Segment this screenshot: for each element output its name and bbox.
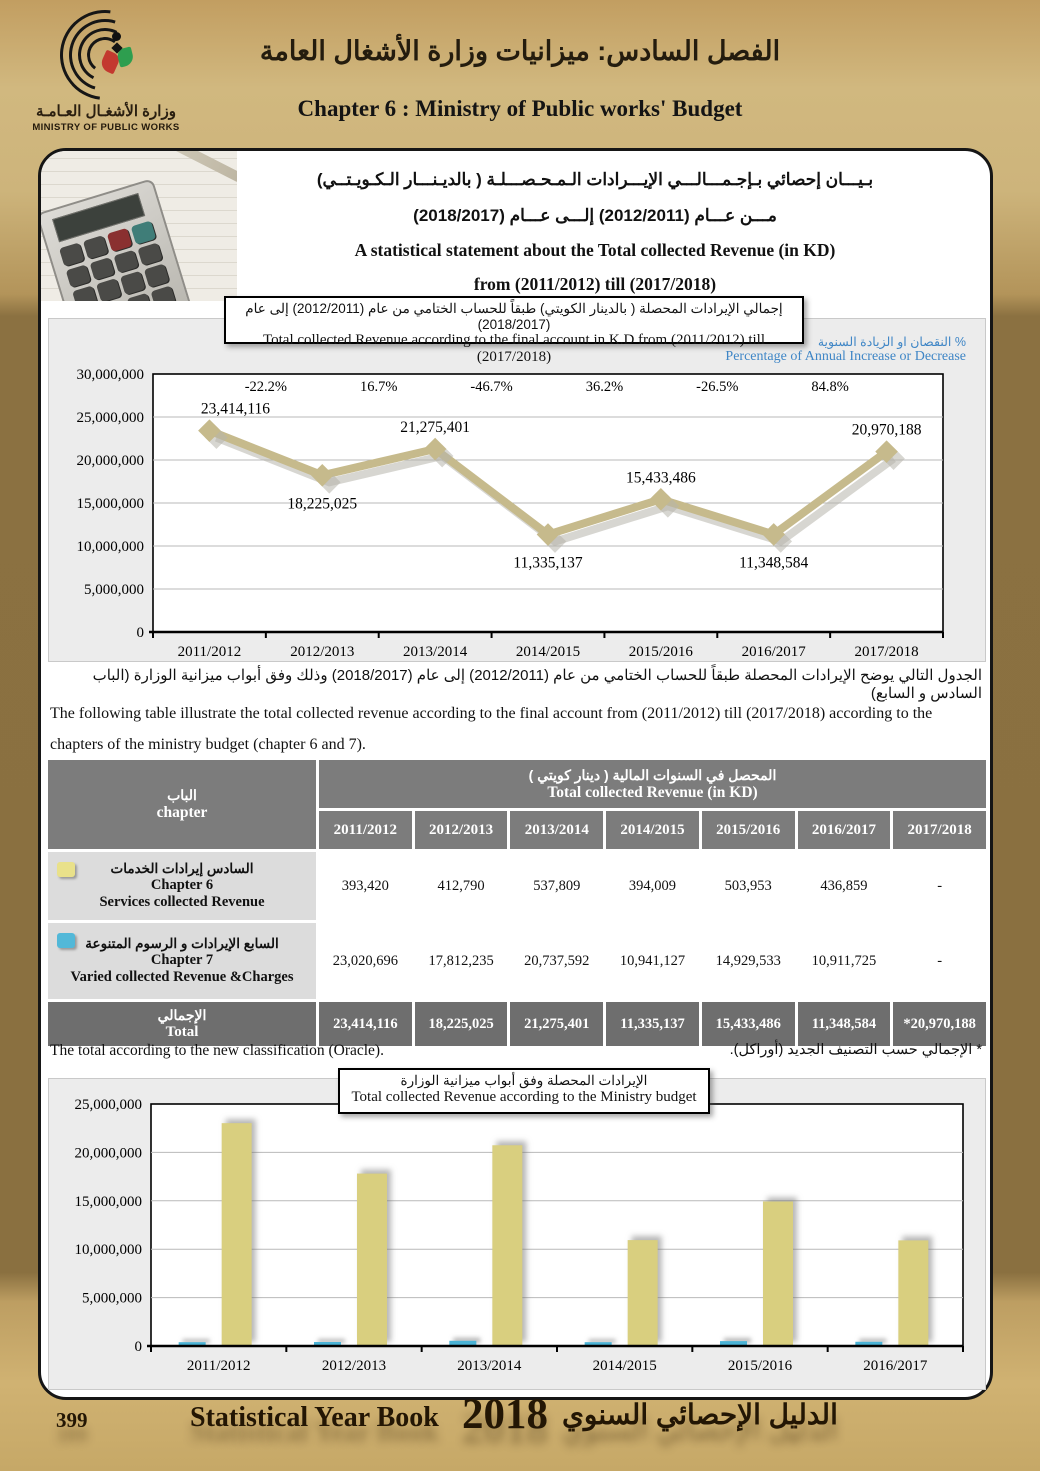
- x-category-label: 2017/2018: [854, 644, 919, 660]
- calculator-graphic: [41, 178, 192, 301]
- y-tick-label: 25,000,000: [76, 410, 144, 426]
- line-chart-title-english: Total collected Revenue according to the final account in K.D from (2011/2012) till (2017/2018): [263, 332, 765, 365]
- pen-graphic: [133, 151, 237, 184]
- total-value-cell: 18,225,025: [415, 1002, 508, 1046]
- logo-title-english: MINISTRY OF PUBLIC WORKS: [32, 122, 180, 133]
- table-year-header: 2017/2018: [893, 811, 986, 849]
- x-category-label: 2012/2013: [321, 1358, 387, 1374]
- percentage-annotation: -22.2%: [244, 379, 288, 395]
- row-label-description: Varied collected Revenue &Charges: [70, 969, 294, 985]
- total-value-cell: 23,414,116: [319, 1002, 412, 1046]
- table-value-cell: 537,809: [510, 852, 603, 920]
- footer-book-title-english: Statistical Year Book: [190, 1402, 439, 1433]
- chapter6-legend-marker: [57, 862, 75, 877]
- table-value-cell: -: [893, 852, 986, 920]
- percentage-annotation: 84.8%: [811, 379, 849, 395]
- table-value-cell: 503,953: [702, 852, 795, 920]
- paragraph-english: The following table illustrate the total collected revenue according to the final account from (2011/2012) till (2017/2018) according to the chapters of the ministry budget (chapter 6 and 7).: [50, 705, 933, 753]
- y-tick-label: 5,000,000: [84, 582, 144, 598]
- table-year-header: 2011/2012: [319, 811, 412, 849]
- statement-arabic-line2: مـــن عـــام (2012/2011) إلـــى عـــام (2018/2017): [413, 206, 777, 225]
- bar-chapter7: [628, 1240, 658, 1346]
- data-point-label: 11,348,584: [739, 554, 809, 572]
- row-label-chapter: Chapter 6: [150, 877, 214, 893]
- percentage-annotation: -46.7%: [470, 379, 513, 395]
- table-value-cell: 393,420: [319, 852, 412, 920]
- table-year-header: 2015/2016: [702, 811, 795, 849]
- row-label-description: Services collected Revenue: [99, 894, 265, 910]
- y-tick-label: 5,000,000: [82, 1290, 142, 1307]
- table-value-cell: 394,009: [606, 852, 699, 920]
- total-value-cell: 11,348,584: [798, 1002, 891, 1046]
- chapter7-legend-marker: [57, 933, 75, 948]
- row-label-arabic: السابع الإيرادات و الرسوم المتنوعة: [85, 936, 279, 951]
- table-value-cell: -: [893, 923, 986, 999]
- data-point-label: 11,335,137: [513, 554, 583, 572]
- table-span-header: [319, 760, 986, 808]
- percentage-annotation: -26.5%: [696, 379, 739, 395]
- bar-chapter7: [898, 1240, 928, 1346]
- total-value-cell: 11,335,137: [606, 1002, 699, 1046]
- y-tick-label: 20,000,000: [76, 453, 144, 469]
- total-value-cell: 21,275,401: [510, 1002, 603, 1046]
- statement-arabic-line1: بـيـــان إحصائي بـإجـمـــالـــي الإيـــرادات الـمـحـصـــلـة ( بالديـنـــار الـكـويـتــي): [316, 170, 874, 189]
- table-value-cell: 23,020,696: [319, 923, 412, 999]
- bar-chapter7: [357, 1174, 387, 1346]
- legend-arabic: % النقصان او الزيادة السنوية: [817, 335, 966, 349]
- data-point-label: 23,414,116: [200, 400, 271, 418]
- x-category-label: 2011/2012: [177, 644, 242, 660]
- footer-year: 2018: [462, 1391, 548, 1438]
- table-value-cell: 17,812,235: [415, 923, 508, 999]
- y-tick-label: 0: [134, 1339, 142, 1355]
- x-category-label: 2014/2015: [592, 1358, 657, 1374]
- table-value-cell: 436,859: [798, 852, 891, 920]
- statement-english-line1: A statistical statement about the Total collected Revenue (in KD): [354, 240, 836, 260]
- footnote-arabic: * الإجمالي حسب التصنيف الجديد (أوراكل).: [729, 1042, 982, 1058]
- table-year-header: 2014/2015: [606, 811, 699, 849]
- table-value-cell: 412,790: [415, 852, 508, 920]
- table-value-cell: 10,941,127: [606, 923, 699, 999]
- span-header-arabic: المحصل في السنوات المالية ( دينار كويتي ): [528, 766, 777, 783]
- paragraph-arabic: الجدول التالي يوضح الإيرادات المحصلة طبقاً للحساب الختامي من عام (2012/2011) إلى عام (2018/2017) وذلك وفق أبواب ميزانية الوزارة (الباب السادس و السابع): [92, 667, 982, 702]
- bar-chapter7: [763, 1201, 793, 1346]
- y-tick-label: 10,000,000: [74, 1242, 142, 1259]
- y-tick-label: 20,000,000: [74, 1145, 142, 1162]
- y-tick-label: 15,000,000: [76, 496, 144, 512]
- x-category-label: 2016/2017: [741, 644, 806, 660]
- table-year-header: 2016/2017: [798, 811, 891, 849]
- row-label-chapter: Chapter 7: [150, 952, 214, 968]
- chapter-title-english: Chapter 6 : Ministry of Public works' Budget: [297, 96, 743, 121]
- percentage-annotation: 36.2%: [585, 379, 624, 395]
- table-value-cell: 14,929,533: [702, 923, 795, 999]
- table-value-cell: 20,737,592: [510, 923, 603, 999]
- table-value-cell: 10,911,725: [798, 923, 891, 999]
- bar-chart-title-arabic: الإيرادات المحصلة وفق أبواب ميزانية الوزارة: [400, 1073, 648, 1088]
- row-label-arabic: السادس إيرادات الخدمات: [110, 861, 254, 876]
- revenue-table: [48, 760, 986, 1046]
- chapter6-row-label: [48, 852, 316, 920]
- logo-title-arabic: وزارة الأشغـال العـامـة: [36, 103, 176, 120]
- total-label-arabic: الإجمالي: [157, 1007, 207, 1023]
- total-row-label: [48, 1002, 316, 1046]
- table-chapter-header: [48, 760, 316, 849]
- footer-book-title-arabic: الدليل الإحصائي السنوي: [562, 1399, 838, 1430]
- x-category-label: 2014/2015: [515, 644, 581, 660]
- bar-chart-title-english: Total collected Revenue according to the Ministry budget: [351, 1089, 697, 1105]
- x-category-label: 2016/2017: [863, 1358, 928, 1374]
- x-category-label: 2013/2014: [403, 644, 468, 660]
- line-chart-panel: [48, 318, 986, 662]
- table-year-header: 2012/2013: [415, 811, 508, 849]
- x-category-label: 2015/2016: [727, 1358, 793, 1374]
- x-category-label: 2012/2013: [290, 644, 355, 660]
- line-chart-title-box: [224, 296, 804, 365]
- bar-chart: [49, 1079, 985, 1389]
- chapter-header-arabic: الباب: [167, 787, 197, 803]
- statement-english-line2: from (2011/2012) till (2017/2018): [473, 274, 717, 294]
- y-tick-label: 25,000,000: [74, 1097, 142, 1113]
- chapter-header-english: chapter: [156, 804, 208, 821]
- y-tick-label: 30,000,000: [76, 367, 144, 383]
- ministry-logo: [26, 6, 186, 138]
- chapter7-row-label: [48, 923, 316, 999]
- data-point-label: 15,433,486: [625, 469, 696, 487]
- chapter-title-arabic: الفصل السادس: ميزانيات وزارة الأشغال العامة: [259, 36, 781, 66]
- footnote-english: The total according to the new classification (Oracle).: [50, 1042, 384, 1059]
- legend-english: Percentage of Annual Increase or Decrease: [725, 349, 966, 364]
- calculator-photo: [41, 151, 237, 301]
- bar-chart-title-box: [338, 1068, 710, 1114]
- plot-area: [151, 1104, 963, 1346]
- line-chart-title-arabic: إجمالي الإيرادات المحصلة ( بالدينار الكويتي) طبقاً للحساب الختامي من عام (2012/2011) إلى عام (2018/2017): [245, 301, 783, 332]
- data-point-label: 18,225,025: [287, 495, 358, 513]
- span-header-english: Total collected Revenue (in KD): [547, 783, 758, 801]
- y-tick-label: 15,000,000: [74, 1193, 142, 1210]
- total-label-english: Total: [165, 1024, 199, 1040]
- table-year-header: 2013/2014: [510, 811, 603, 849]
- total-value-cell: *20,970,188: [893, 1002, 986, 1046]
- total-value-cell: 15,433,486: [702, 1002, 795, 1046]
- ministry-logo-icon: [56, 8, 152, 100]
- page-number: 399: [56, 1408, 88, 1432]
- x-category-label: 2015/2016: [628, 644, 693, 660]
- y-tick-label: 10,000,000: [76, 539, 144, 555]
- x-category-label: 2013/2014: [457, 1358, 522, 1374]
- x-category-label: 2011/2012: [186, 1358, 251, 1374]
- data-point-label: 21,275,401: [400, 419, 471, 437]
- bar-chart-panel: [48, 1078, 986, 1390]
- bar-chapter7: [222, 1123, 252, 1346]
- y-tick-label: 0: [136, 625, 144, 641]
- percentage-annotation: 16.7%: [359, 379, 398, 395]
- line-chart: [49, 319, 985, 661]
- data-point-label: 20,970,188: [851, 421, 922, 439]
- bar-chapter7: [492, 1145, 522, 1346]
